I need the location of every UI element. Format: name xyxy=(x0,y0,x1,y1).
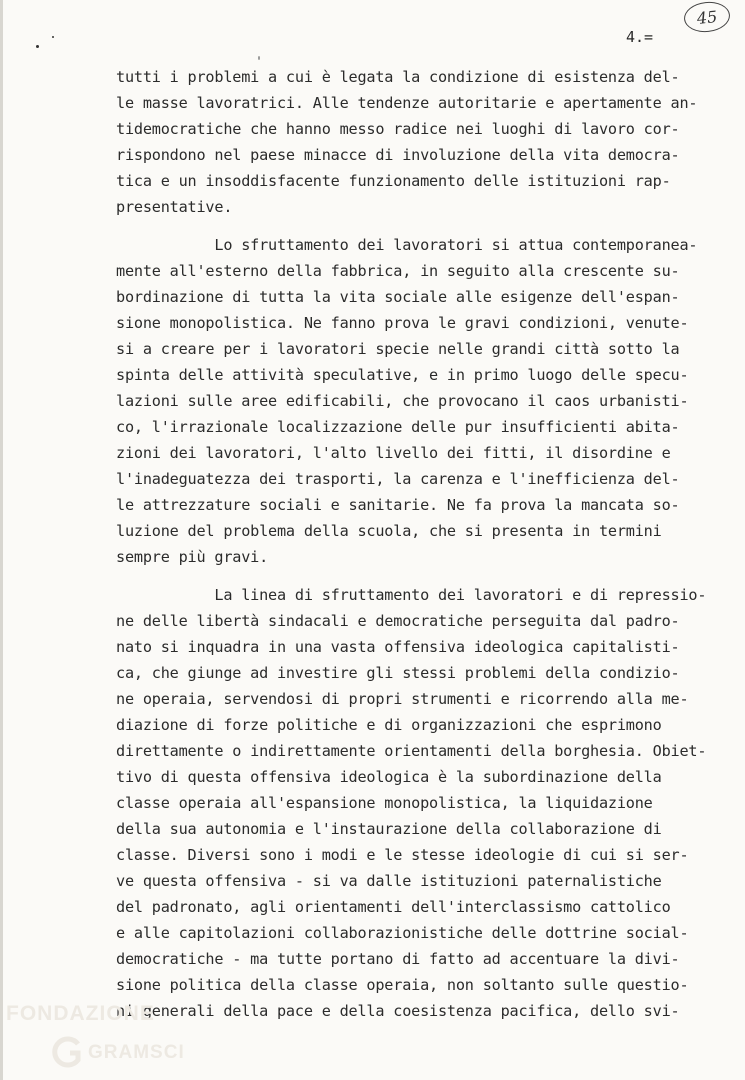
text-line: democratiche - ma tutte portano di fatto ad accentuare la divi- xyxy=(116,950,680,968)
watermark-g-icon xyxy=(55,1039,78,1065)
text-line: tidemocratiche che hanno messo radice nei luoghi di lavoro cor- xyxy=(116,120,680,138)
text-line: della sua autonomia e l'instaurazione della collaborazione di xyxy=(116,820,662,838)
ink-speck xyxy=(36,45,39,48)
watermark-line2: GRAMSCI xyxy=(88,1042,185,1063)
text-line: Lo sfruttamento dei lavoratori si attua contemporanea- xyxy=(116,236,698,254)
text-line: sempre più gravi. xyxy=(116,548,269,566)
text-line: tivo di questa offensiva ideologica è la subordinazione della xyxy=(116,768,662,786)
text-line: classe operaia all'espansione monopolistica, la liquidazione xyxy=(116,794,653,812)
text-line: ca, che giunge ad investire gli stessi problemi della condizio- xyxy=(116,664,680,682)
text-line: luzione del problema della scuola, che si presenta in termini xyxy=(116,522,662,540)
text-line: ve questa offensiva - si va dalle istituzioni paternalistiche xyxy=(116,872,662,890)
text-line: bordinazione di tutta la vita sociale alle esigenze dell'espan- xyxy=(116,288,680,306)
text-line: del padronato, agli orientamenti dell'interclassismo cattolico xyxy=(116,898,671,916)
text-line: La linea di sfruttamento dei lavoratori e di repressio- xyxy=(116,586,707,604)
scan-edge xyxy=(0,0,3,1080)
paragraph xyxy=(116,582,707,1024)
text-line: tutti i problemi a cui è legata la condizione di esistenza del- xyxy=(116,68,680,86)
paragraph-gap xyxy=(116,220,696,232)
archive-number-stamp xyxy=(683,0,732,34)
text-line: co, l'irrazionale localizzazione delle pur insufficienti abita- xyxy=(116,418,680,436)
watermark-line1: FONDAZIONE xyxy=(6,1002,155,1025)
text-line: lazioni sulle aree edificabili, che provocano il caos urbanisti- xyxy=(116,392,689,410)
paragraph-gap xyxy=(116,570,696,582)
text-line: spinta delle attività speculative, e in primo luogo delle specu- xyxy=(116,366,689,384)
text-line: ne operaia, servendosi di propri strumenti e ricorrendo alla me- xyxy=(116,690,689,708)
text-line: direttamente o indirettamente orientamenti della borghesia. Obiet- xyxy=(116,742,707,760)
text-line: le attrezzature sociali e sanitarie. Ne fa prova la mancata so- xyxy=(116,496,680,514)
text-line: e alle capitolazioni collaborazionistiche delle dottrine social- xyxy=(116,924,689,942)
paragraph xyxy=(116,232,696,570)
watermark-logo xyxy=(6,1000,216,1070)
body-text xyxy=(116,64,707,1024)
text-line: zioni dei lavoratori, l'alto livello dei fitti, il disordine e xyxy=(116,444,671,462)
ink-speck xyxy=(258,56,260,60)
text-line: tica e un insoddisfacente funzionamento delle istituzioni rap- xyxy=(116,172,671,190)
text-line: mente all'esterno della fabbrica, in seguito alla crescente su- xyxy=(116,262,680,280)
text-line: classe. Diversi sono i modi e le stesse ideologie di cui si ser- xyxy=(116,846,689,864)
text-line: le masse lavoratrici. Alle tendenze autoritarie e apertamente an- xyxy=(116,94,698,112)
text-line: nato si inquadra in una vasta offensiva ideologica capitalisti- xyxy=(116,638,680,656)
text-line: ni generali della pace e della coesistenza pacifica, dello svi- xyxy=(116,1002,680,1020)
text-line: sione politica della classe operaia, non soltanto sulle questio- xyxy=(116,976,689,994)
text-line: l'inadeguatezza dei trasporti, la carenza e l'inefficienza del- xyxy=(116,470,680,488)
paragraph xyxy=(116,64,696,220)
text-line: presentative. xyxy=(116,198,233,216)
page-number: 4.= xyxy=(626,28,654,46)
text-line: ne delle libertà sindacali e democratiche perseguita dal padro- xyxy=(116,612,680,630)
text-line: rispondono nel paese minacce di involuzione della vita democra- xyxy=(116,146,680,164)
text-line: diazione di forze politiche e di organizzazioni che esprimono xyxy=(116,716,662,734)
archive-number: 45 xyxy=(695,6,719,28)
text-line: sione monopolistica. Ne fanno prova le gravi condizioni, venute- xyxy=(116,314,689,332)
text-line: si a creare per i lavoratori specie nelle grandi città sotto la xyxy=(116,340,680,358)
ink-speck xyxy=(52,36,54,38)
